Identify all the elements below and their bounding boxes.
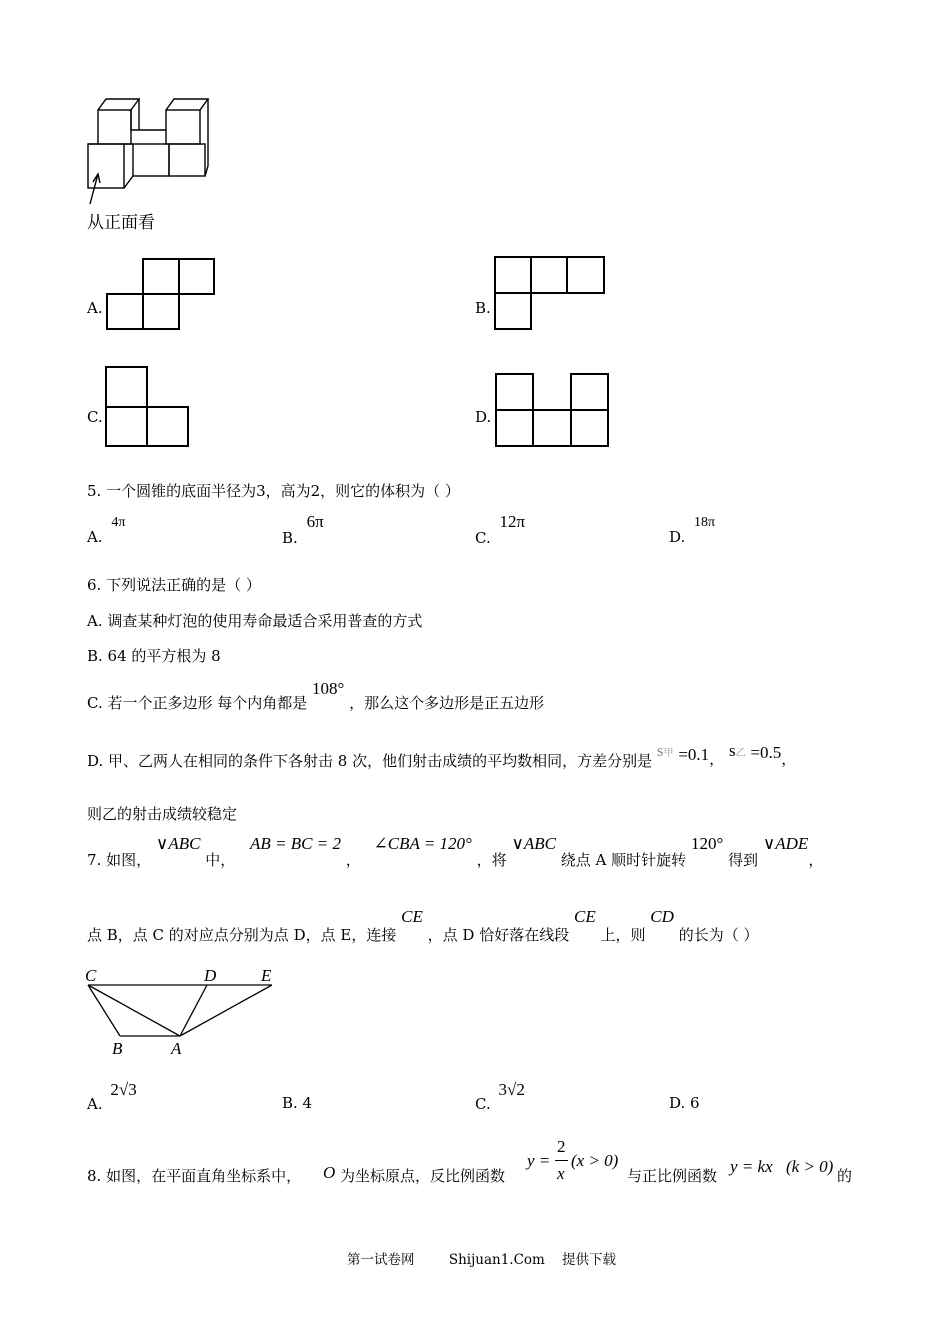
q7-line1 — [87, 833, 824, 869]
q5-option-b — [282, 512, 324, 547]
q8-f1-den: x — [557, 1164, 565, 1183]
q7-figure — [84, 966, 284, 1058]
q7-option-c-label: C. — [475, 1095, 491, 1113]
q8-f1-num: 2 — [557, 1137, 566, 1156]
q4-option-a-label: A. — [87, 299, 103, 317]
q5-option-d — [669, 512, 716, 546]
q4-option-c-label: C. — [87, 408, 103, 426]
q6-option-d-s2-sub: 乙 — [735, 748, 746, 759]
q7-option-a-label: A. — [87, 1095, 103, 1113]
q6-option-d-end: ， — [781, 750, 797, 768]
q8-p2: 为坐标原点，反比例函数 — [340, 1167, 506, 1185]
q7-p7: ， — [808, 851, 824, 869]
q7-line2-b: ，点 D 恰好落在线段 — [427, 926, 570, 944]
point-e-label: E — [261, 966, 272, 985]
q8-f1-lhs: y = — [527, 1151, 551, 1170]
q6-option-b: B. 64 的平方根为 8 — [87, 647, 221, 665]
q8-p3: 与正比例函数 — [627, 1167, 718, 1185]
q7-line2-d: 的长为（ ） — [678, 926, 759, 944]
q7-option-c-value: 3√2 — [498, 1080, 525, 1099]
q6-stem: 6. 下列说法正确的是（ ） — [87, 576, 261, 594]
q7-eq2: ∠CBA = 120° — [373, 834, 472, 853]
q6-option-d-line2: 则乙的射击成绩较稳定 — [87, 805, 238, 823]
q4-option-d-label: D. — [475, 408, 492, 426]
q7-tri1: ∨ABC — [155, 834, 201, 853]
q7-p3: ， — [345, 851, 361, 869]
point-c-label: C — [85, 966, 97, 985]
q7-p4: ，将 — [476, 851, 507, 869]
point-b-label: B — [112, 1039, 123, 1058]
q6-option-c-math: 108° — [312, 679, 345, 698]
q7-line2-a: 点 B，点 C 的对应点分别为点 D，点 E，连接 — [87, 926, 397, 944]
q5-option-b-value: 6π — [306, 512, 324, 531]
q7-option-a — [87, 1080, 137, 1113]
q5-option-c — [475, 512, 526, 547]
q8-p1: 8. 如图，在平面直角坐标系中， — [87, 1167, 302, 1185]
cube-figure — [84, 96, 224, 211]
q5-option-c-label: C. — [475, 529, 491, 547]
page-footer: 第一试卷网 Shijuan1.Com 提供下载 — [347, 1252, 617, 1268]
q5-option-a-label: A. — [87, 528, 103, 546]
q8-origin: O — [323, 1163, 336, 1182]
q6-option-d-s1-sub: 甲 — [663, 748, 674, 759]
q6-option-d-s2-value: =0.5 — [750, 743, 782, 762]
q7-p2: 中， — [205, 851, 236, 869]
q7-p5: 绕点 A 顺时针旋转 — [560, 851, 687, 869]
q6-option-c-post: ，那么这个多边形是正五边形 — [349, 694, 545, 712]
q8-f1-cond: (x > 0) — [571, 1151, 619, 1170]
q6-option-d-s2: s — [728, 741, 736, 760]
q6-option-d-s1: s — [656, 741, 664, 760]
segment-cb — [88, 985, 120, 1036]
q7-tri2: ∨ABC — [511, 834, 556, 853]
q8-f1-bar — [555, 1160, 568, 1161]
q7-p1: 7. 如图， — [87, 851, 152, 869]
q6-option-d — [87, 740, 797, 770]
q8-p4: 的 — [837, 1167, 853, 1185]
q5-option-d-value: 18π — [694, 515, 716, 530]
q7-ce2: CE — [573, 907, 596, 926]
q6-option-d-s1-value: =0.1 — [678, 745, 710, 764]
q4-option-c-figure — [105, 366, 191, 448]
q7-option-a-value: 2√3 — [110, 1080, 137, 1099]
q6-option-d-sep: ， — [709, 750, 725, 768]
q6-option-a: A. 调查某种灯泡的使用寿命最适合采用普查的方式 — [87, 612, 423, 630]
q4-option-b-figure — [494, 256, 606, 330]
segment-ca — [88, 985, 180, 1036]
q7-eq1: AB = BC = 2 — [250, 834, 341, 853]
q4-option-a-figure — [106, 258, 216, 330]
q7-option-d: D. 6 — [669, 1094, 700, 1112]
q5-option-d-label: D. — [669, 528, 686, 546]
q7-option-b: B. 4 — [282, 1094, 313, 1112]
point-d-label: D — [204, 966, 217, 985]
q7-tri3: ∨ADE — [762, 834, 809, 853]
q6-option-c — [87, 678, 545, 712]
q5-stem: 5. 一个圆锥的底面半径为3，高为2，则它的体积为（ ） — [87, 482, 460, 500]
q7-line2-c: 上，则 — [600, 926, 646, 944]
q7-ce1: CE — [401, 907, 423, 926]
q8-f2-cond: (k > 0) — [786, 1157, 834, 1176]
point-a-label: A — [171, 1039, 182, 1058]
q7-option-c — [475, 1080, 525, 1113]
q4-option-b-label: B. — [475, 299, 491, 317]
q4-option-d-figure — [495, 373, 611, 448]
q8-f2: y = kx — [730, 1157, 773, 1176]
q5-option-b-label: B. — [282, 529, 298, 547]
q7-angle: 120° — [690, 834, 724, 853]
q5-option-a-value: 4π — [111, 515, 126, 530]
q5-option-c-value: 12π — [499, 512, 526, 531]
figure-caption: 从正面看 — [87, 213, 155, 233]
q6-option-d-pre: D. 甲、乙两人在相同的条件下各射击 8 次，他们射击成绩的平均数相同，方差分别是 — [87, 752, 653, 770]
q7-p6: 得到 — [728, 851, 759, 869]
q7-line2 — [87, 906, 759, 944]
q6-option-c-pre: C. 若一个正多边形 每个内角都是 — [87, 694, 308, 712]
q5-option-a — [87, 512, 126, 546]
q7-cd: CD — [650, 907, 674, 926]
